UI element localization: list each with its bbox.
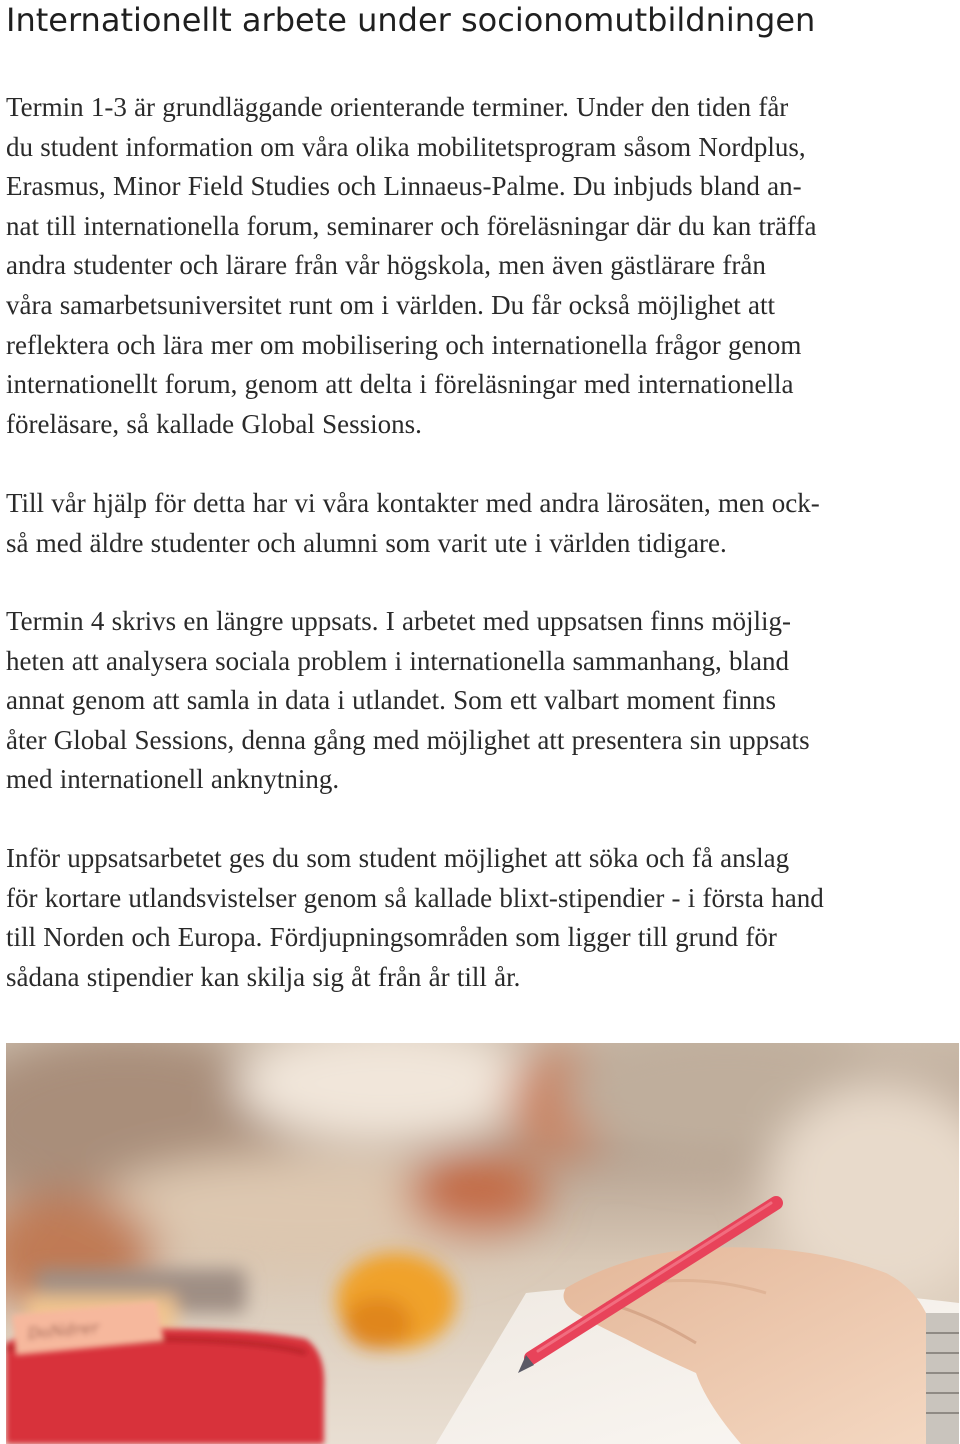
student-writing-photo xyxy=(6,1043,959,1444)
paragraph-scholarships xyxy=(6,839,958,997)
text-line: för kortare utlandsvistelser genom så kallade blixt-stipendier - i första hand xyxy=(6,882,824,913)
text-line: heten att analysera sociala problem i internationella sammanhang, bland xyxy=(6,645,789,676)
paragraph-contacts xyxy=(6,484,958,563)
text-line: reflektera och lära mer om mobilisering och internationella frågor genom xyxy=(6,329,802,360)
text-line: Till vår hjälp för detta har vi våra kontakter med andra lärosäten, men ock- xyxy=(6,488,820,518)
text-line: till Norden och Europa. Fördjupningsområden som ligger till grund för xyxy=(6,922,777,953)
text-line: Inför uppsatsarbetet ges du som student möjlighet att söka och få anslag xyxy=(6,843,790,873)
page-title: Internationellt arbete under socionomutbildningen xyxy=(6,1,816,39)
text-line: åter Global Sessions, denna gång med möjlighet att presentera sin uppsats xyxy=(6,724,810,755)
text-line: Termin 4 skrivs en längre uppsats. I arbetet med uppsatsen finns möjlig- xyxy=(6,606,791,636)
watch-band xyxy=(926,1313,959,1444)
text-line: så med äldre studenter och alumni som varit ute i världen tidigare. xyxy=(6,527,727,558)
text-line: du student information om våra olika mobilitetsprogram såsom Nordplus, xyxy=(6,131,806,162)
text-line: andra studenter och lärare från vår högskola, men även gästlärare från xyxy=(6,250,766,281)
paragraph-term-4 xyxy=(6,602,958,800)
text-line: internationellt forum, genom att delta i föreläsningar med internationella xyxy=(6,369,794,400)
text-line: annat genom att samla in data i utlandet. Som ett valbart moment finns xyxy=(6,685,777,716)
text-line: våra samarbetsuniversitet runt om i världen. Du får också möjlighet att xyxy=(6,289,776,320)
text-line: med internationell anknytning. xyxy=(6,764,340,795)
text-line: föreläsare, så kallade Global Sessions. xyxy=(6,408,422,439)
text-line: Termin 1-3 är grundläggande orienterande terminer. Under den tiden får xyxy=(6,92,789,122)
paragraph-terms-1-3 xyxy=(6,88,958,444)
text-line: nat till internationella forum, seminarer och föreläsningar där du kan träffa xyxy=(6,210,817,241)
text-line: sådana stipendier kan skilja sig åt från år till år. xyxy=(6,961,521,992)
handwriting-note: DoNdrer xyxy=(26,1317,100,1343)
text-line: Erasmus, Minor Field Studies och Linnaeus-Palme. Du inbjuds bland an- xyxy=(6,171,802,202)
